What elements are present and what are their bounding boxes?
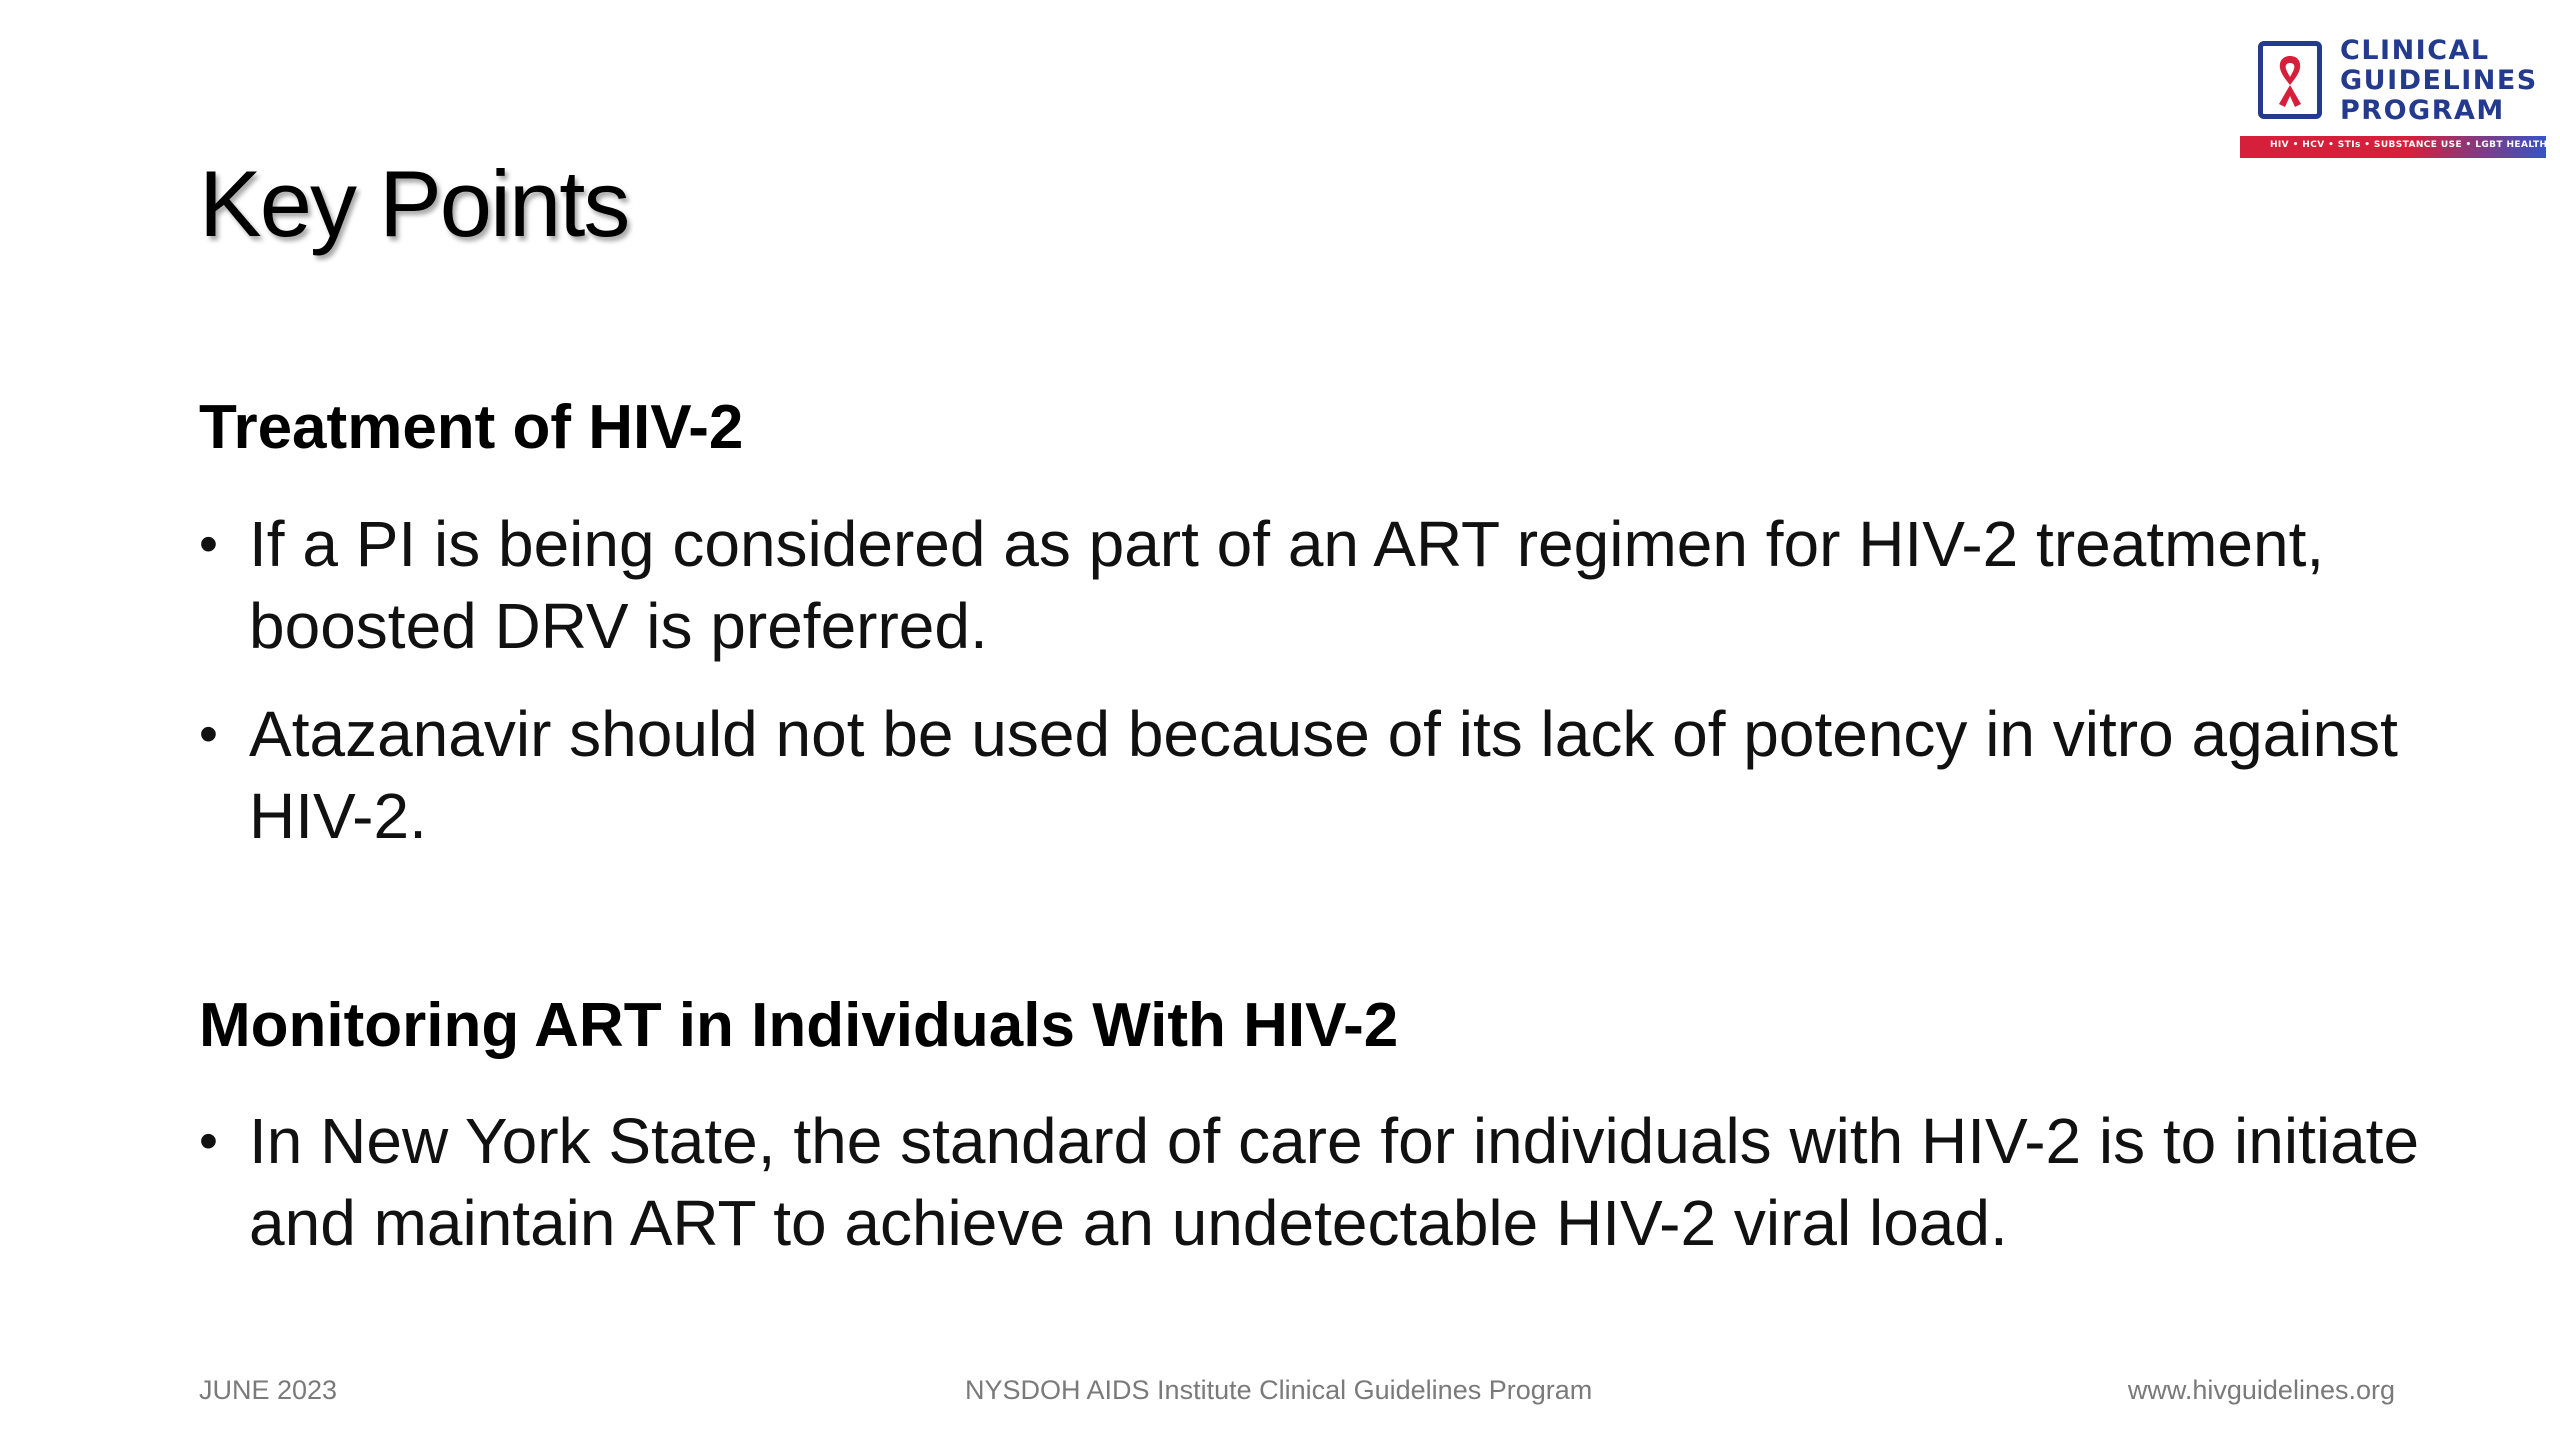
slide-title: Key Points bbox=[199, 151, 629, 256]
bullet-icon: • bbox=[199, 514, 218, 574]
logo-line-1: CLINICAL bbox=[2340, 35, 2490, 66]
list-item bbox=[199, 1100, 2439, 1264]
monitoring-bullet-list bbox=[199, 1100, 2439, 1290]
footer-program-name: NYSDOH AIDS Institute Clinical Guidelines Program bbox=[965, 1375, 1593, 1405]
list-item bbox=[199, 693, 2439, 857]
red-ribbon-icon bbox=[2269, 52, 2311, 110]
bullet-icon: • bbox=[199, 1111, 218, 1171]
logo-wordmark bbox=[2340, 36, 2538, 126]
bullet-text: If a PI is being considered as part of an ART regimen for HIV-2 treatment, boosted DRV is preferred. bbox=[249, 508, 2325, 662]
footer-date: JUNE 2023 bbox=[199, 1375, 338, 1405]
section-heading-monitoring: Monitoring ART in Individuals With HIV-2 bbox=[199, 991, 1399, 1060]
bullet-icon: • bbox=[199, 704, 218, 764]
bullet-text: Atazanavir should not be used because of its lack of potency in vitro against HIV-2. bbox=[249, 698, 2398, 852]
logo-tagline: HIV • HCV • STIs • SUBSTANCE USE • LGBT HEALTH bbox=[2270, 140, 2548, 150]
logo-tagline-bar bbox=[2240, 136, 2546, 158]
footer-website-link[interactable]: www.hivguidelines.org bbox=[2127, 1375, 2395, 1405]
logo-line-3: PROGRAM bbox=[2340, 95, 2505, 126]
logo-line-2: GUIDELINES bbox=[2340, 65, 2538, 96]
treatment-bullet-list bbox=[199, 503, 2439, 883]
logo-mark bbox=[2258, 41, 2322, 119]
bullet-text: In New York State, the standard of care for individuals with HIV-2 is to initiate and maintain ART to achieve an undetectable HIV-2 viral load. bbox=[249, 1105, 2420, 1259]
section-heading-treatment: Treatment of HIV-2 bbox=[199, 393, 744, 462]
list-item bbox=[199, 503, 2439, 667]
clinical-guidelines-program-logo bbox=[2240, 36, 2552, 164]
